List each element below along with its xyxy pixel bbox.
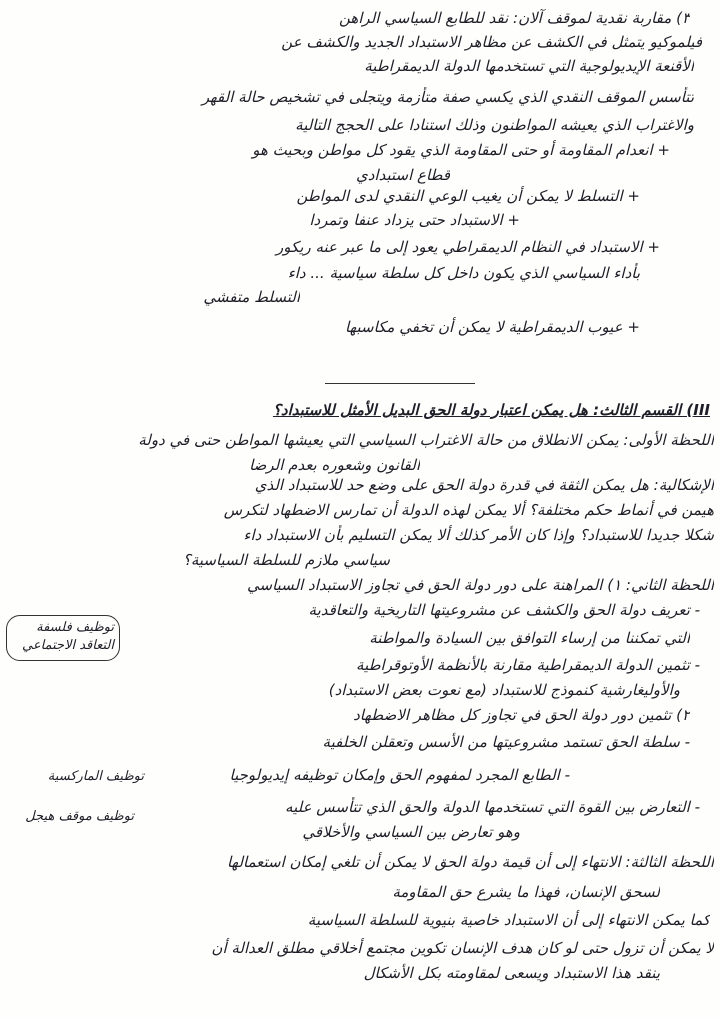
margin-note: التعاقد الاجتماعي [22, 638, 114, 653]
text-line: فيلموكيو يتمثل في الكشف عن مظاهر الاستبداد الجديد والكشف عن [281, 33, 702, 51]
margin-note: توظيف فلسفة [36, 620, 114, 635]
text-line: لا يمكن أن تزول حتى لو كان هدف الإنسان تكوين مجتمع أخلاقي مطلق العدالة أن [211, 939, 714, 957]
text-line: - تثمين الدولة الديمقراطية مقارنة بالأنظمة الأوتوقراطية [356, 656, 700, 674]
text-line: ٣) مقاربة نقدية لموقف آلان: نقد للطابع السياسي الراهن [338, 9, 690, 27]
text-line: الأقنعة الإيديولوجية التي تستخدمها الدولة الديمقراطية [364, 57, 694, 75]
text-line: وهو تعارض بين السياسي والأخلاقي [302, 823, 520, 841]
text-line: ينقد هذا الاستبداد ويسعى لمقاومته بكل الأشكال [363, 964, 660, 982]
text-line: اللحظة الأولى: يمكن الانطلاق من حالة الاغتراب السياسي التي يعيشها المواطن حتى في دولة [138, 431, 714, 449]
section-heading: III) القسم الثالث: هل يمكن اعتبار دولة الحق البديل الأمثل للاستبداد؟ [272, 401, 710, 419]
text-line: شكلا جديدا للاستبداد؟ وإذا كان الأمر كذلك ألا يمكن التسليم بأن الاستبداد داء [243, 526, 714, 544]
margin-note: توظيف الماركسية [47, 769, 144, 784]
text-line: - الطابع المجرد لمفهوم الحق وإمكان توظيفه إيديولوجيا [229, 766, 570, 784]
text-line: سياسي ملازم للسلطة السياسية؟ [182, 551, 390, 569]
text-line: - سلطة الحق تستمد مشروعيتها من الأسس وتعقلن الخلفية [322, 733, 690, 751]
text-line: تتأسس الموقف النقدي الذي يكسي صفة متأزمة ويتجلى في تشخيص حالة القهر [201, 88, 694, 106]
text-line: + الاستبداد في النظام الديمقراطي يعود إلى ما عبر عنه ريكور [276, 238, 660, 256]
text-line: + عيوب الديمقراطية لا يمكن أن تخفي مكاسبها [345, 318, 640, 336]
text-line: - تعريف دولة الحق والكشف عن مشروعيتها التاريخية والتعاقدية [308, 601, 700, 619]
text-line: + التسلط لا يمكن أن يغيب الوعي النقدي لدى المواطن [296, 187, 640, 205]
text-line: الإشكالية: هل يمكن الثقة في قدرة دولة الحق على وضع حد للاستبداد الذي [254, 476, 714, 494]
text-line: هيمن في أنماط حكم مختلفة؟ ألا يمكن لهذه الدولة أن تمارس الاضطهاد لتكرس [223, 501, 714, 519]
text-line: ٢) تثمين دور دولة الحق في تجاوز كل مظاهر الاضطهاد [353, 706, 690, 724]
text-line: اللحظة الثالثة: الانتهاء إلى أن قيمة دولة الحق لا يمكن أن تلغي إمكان استعمالها [226, 853, 714, 871]
text-line: لسحق الإنسان، فهذا ما يشرع حق المقاومة [392, 883, 660, 901]
text-line: + الاستبداد حتى يزداد عنفا وتمردا [309, 211, 520, 229]
text-line: والأوليغارشية كنموذج للاستبداد (مع نعوت بعض الاستبداد) [328, 681, 680, 699]
text-line: القانون وشعوره بعدم الرضا [249, 456, 420, 474]
text-line: التي تمكننا من إرساء التوافق بين السيادة والمواطنة [369, 629, 690, 647]
text-line: كما يمكن الانتهاء إلى أن الاستبداد خاصية بنيوية للسلطة السياسية [307, 911, 710, 929]
text-line: - التعارض بين القوة التي تستخدمها الدولة والحق الذي تتأسس عليه [285, 798, 700, 816]
text-line: التسلط متفشي [203, 288, 300, 306]
margin-note: توظيف موقف هيجل [25, 809, 134, 824]
text-line: قطاع استبدادي [355, 166, 450, 184]
text-line: والاغتراب الذي يعيشه المواطنون وذلك استنادا على الحجج التالية [295, 116, 694, 134]
section-divider [325, 383, 475, 384]
text-line: + انعدام المقاومة أو حتى المقاومة الذي يقود كل مواطن وبحيث هو [252, 141, 670, 159]
text-line: اللحظة الثاني: ١) المراهنة على دور دولة الحق في تجاوز الاستبداد السياسي [247, 576, 714, 594]
text-line: بأداء السياسي الذي يكون داخل كل سلطة سياسية ... داء [287, 264, 640, 282]
